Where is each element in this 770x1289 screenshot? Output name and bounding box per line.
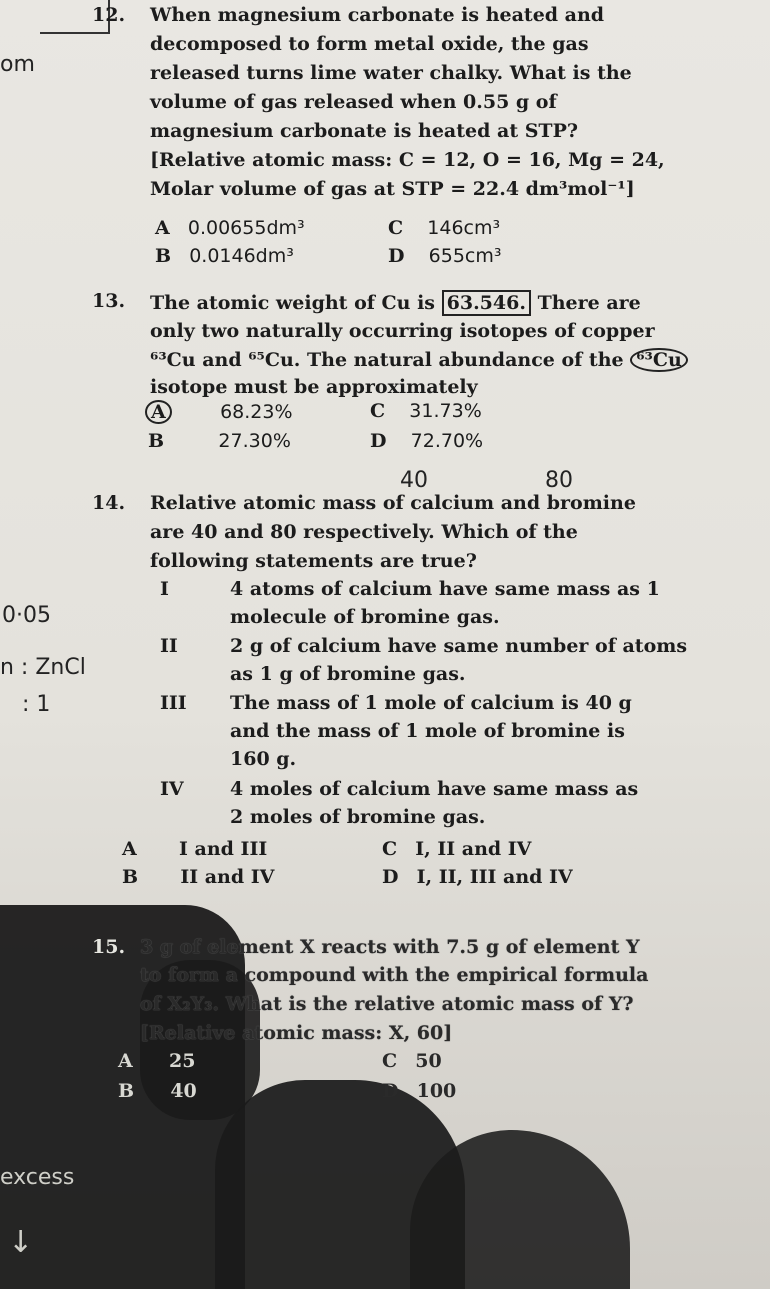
statement-number: I (160, 578, 169, 600)
question-text: ⁶³Cu and ⁶⁵Cu. The natural abundance of the (150, 349, 624, 371)
option-b-text: 40 (170, 1080, 197, 1102)
option-a-text: 68.23% (220, 401, 293, 423)
question-text-line: magnesium carbonate is heated at STP? (150, 120, 578, 142)
option-c[interactable]: C 31.73% (370, 400, 482, 422)
option-d[interactable]: D 655cm³ (388, 245, 502, 267)
question-text-line: of X₂Y₃. What is the relative atomic mass of Y? (140, 993, 634, 1015)
statement-number: II (160, 635, 178, 657)
option-d[interactable]: D 72.70% (370, 430, 484, 452)
option-a-text: I and III (179, 838, 268, 860)
option-b[interactable]: B II and IV (122, 866, 275, 888)
option-a[interactable]: A I and III (122, 838, 268, 860)
option-a[interactable]: A 68.23% (145, 400, 293, 424)
option-d[interactable]: D 100 (382, 1080, 457, 1102)
question-text-line: following statements are true? (150, 550, 477, 572)
question-text-line (150, 348, 688, 372)
option-d[interactable]: D I, II, III and IV (382, 866, 573, 888)
question-text-line: [Relative atomic mass: X, 60] (140, 1022, 453, 1044)
statement-text-line: 160 g. (230, 748, 297, 770)
statement-text-line: 4 atoms of calcium have same mass as 1 (230, 578, 660, 600)
boxed-value: 63.546. (442, 290, 531, 316)
question-number: 12. (92, 4, 126, 26)
handwritten-note: 80 (545, 468, 573, 493)
question-number: 15. (92, 936, 126, 958)
option-b-text: 27.30% (218, 430, 291, 452)
margin-rule (40, 32, 110, 34)
option-c[interactable]: C I, II and IV (382, 838, 532, 860)
statement-number: IV (160, 778, 184, 800)
circled-isotope: ⁶³Cu (630, 348, 688, 372)
question-text-line: decomposed to form metal oxide, the gas (150, 33, 589, 55)
arrow-down-icon: ↓ (8, 1225, 34, 1260)
statement-number: III (160, 692, 187, 714)
option-b[interactable]: B 0.0146dm³ (155, 245, 294, 267)
statement-text-line: The mass of 1 mole of calcium is 40 g (230, 692, 632, 714)
handwritten-note: 0·05 (2, 603, 51, 628)
statement-text-line: 2 moles of bromine gas. (230, 806, 486, 828)
question-text-line (150, 290, 641, 316)
option-c[interactable]: C 146cm³ (388, 217, 501, 239)
handwritten-note: excess (0, 1165, 75, 1190)
statement-text-line: and the mass of 1 mole of bromine is (230, 720, 625, 742)
question-text-line: [Relative atomic mass: C = 12, O = 16, Mg = 24, (150, 149, 665, 171)
option-c-text: 31.73% (409, 400, 482, 422)
option-b-text: II and IV (180, 866, 275, 888)
option-a[interactable]: A 0.00655dm³ (155, 217, 305, 239)
option-d-text: 655cm³ (428, 245, 502, 267)
statement-text-line: molecule of bromine gas. (230, 606, 500, 628)
option-c-text: 50 (415, 1050, 442, 1072)
question-text-line: only two naturally occurring isotopes of copper (150, 320, 655, 342)
option-c-text: 146cm³ (427, 217, 501, 239)
option-a-text: 25 (169, 1050, 196, 1072)
question-text-line: When magnesium carbonate is heated and (150, 4, 605, 26)
handwritten-note: : 1 (22, 692, 51, 717)
question-text-line: to form a compound with the empirical formula (140, 964, 649, 986)
question-text-line: are 40 and 80 respectively. Which of the (150, 521, 578, 543)
question-text-line: Relative atomic mass of calcium and bromine (150, 492, 636, 514)
statement-text-line: 2 g of calcium have same number of atoms (230, 635, 688, 657)
question-text-line: released turns lime water chalky. What is the (150, 62, 632, 84)
question-number: 14. (92, 492, 126, 514)
question-text: The atomic weight of Cu is (150, 292, 435, 314)
question-text-line: isotope must be approximately (150, 376, 478, 398)
question-number: 13. (92, 290, 126, 312)
option-b-text: 0.0146dm³ (189, 245, 294, 267)
option-c-text: I, II and IV (415, 838, 532, 860)
statement-text-line: 4 moles of calcium have same mass as (230, 778, 639, 800)
option-d-text: 72.70% (410, 430, 484, 452)
question-text-line: volume of gas released when 0.55 g of (150, 91, 557, 113)
handwritten-note: om (0, 52, 35, 77)
option-a[interactable]: A 25 (118, 1050, 196, 1072)
option-c[interactable]: C 50 (382, 1050, 442, 1072)
option-a-text: 0.00655dm³ (187, 217, 305, 239)
handwritten-note: n : ZnCl (0, 655, 86, 680)
option-d-text: I, II, III and IV (416, 866, 573, 888)
question-text: There are (537, 292, 641, 314)
question-text-line: 3 g of element X reacts with 7.5 g of element Y (140, 936, 640, 958)
option-d-text: 100 (416, 1080, 457, 1102)
question-text-line: Molar volume of gas at STP = 22.4 dm³mol⁻¹] (150, 178, 635, 200)
option-b[interactable]: B 40 (118, 1080, 197, 1102)
statement-text-line: as 1 g of bromine gas. (230, 663, 466, 685)
handwritten-note: 40 (400, 468, 428, 493)
option-b[interactable]: B 27.30% (148, 430, 291, 452)
